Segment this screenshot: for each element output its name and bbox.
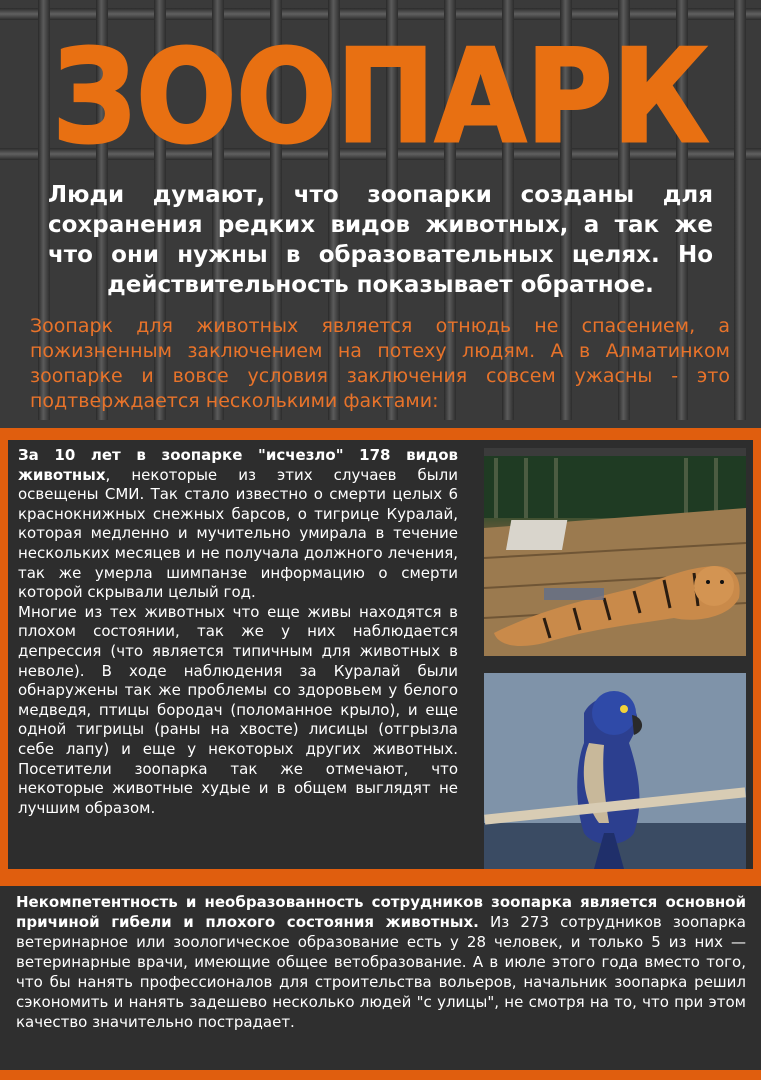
tiger-photo (484, 448, 746, 656)
bottom-accent-strip (0, 1070, 761, 1080)
parrot-photo-image (484, 673, 746, 869)
facts-text-2: Многие из тех животных что еще живы находятся в плохом состоянии, так же у них наблюдается депрессия (что является типичным для животных в неволе). В ходе наблюдения за Куралай были обнаружены так же проблемы со здоровьем у белого медведя, птицы бородач (поломанное крыло), и еще одной тигрицы (раны на хвосте) лисицы (отгрызла себе лапу) и еще у некоторых других животных. Посетители зоопарка так же отмечают, что некоторые животные худые и в общем выглядят не лучшим образом. (18, 602, 458, 817)
lead-paragraph: Люди думают, что зоопарки созданы для сохранения редких видов животных, а так же что они нужны в образовательных целях. Но действительность показывает обратное. (48, 182, 713, 298)
tiger-photo-image (484, 448, 746, 656)
facts-panel-inner (8, 440, 753, 869)
facts-bold-lead: За 10 лет в зоопарке "исчезло" 178 видов животных (18, 446, 458, 484)
page-title: ЗООПАРК (52, 23, 709, 172)
intro-paragraph: Зоопарк для животных является отнюдь не спасением, а пожизненным заключением на потеху людям. А в Алматинком зоопарке и вовсе условия заключения совсем ужасны - это подтверждается несколькими фактами: (30, 315, 730, 412)
staff-section (0, 880, 761, 1080)
parrot-photo (484, 673, 746, 869)
facts-text-1: , некоторые из этих случаев были освещены СМИ. Так стало известно о смерти целых 6 краснокнижных снежных барсов, о тигрице Куралай, которая медленно и мучительно умирала в течение нескольких месяцев и не получала должного лечения, так же умерла шимпанзе информацию о смерти которой скрывали целый год. (18, 465, 458, 602)
facts-panel (0, 428, 761, 880)
staff-text (16, 892, 746, 1032)
staff-text-body: Из 273 сотрудников зоопарка ветеринарное или зоологическое образование есть у 28 человек, и только 5 из них — ветеринарные врачи, имеющие общее ветобразование. А в июле этого года вместо того, что бы нанять профессионалов для строительства вольеров, начальник зоопарка решил сэкономить и нанять задешево несколько людей "с улицы", не смотря на то, что при этом качество значительно пострадает. (16, 913, 746, 1031)
cage-rail (0, 8, 761, 20)
staff-bold-lead: Некомпетентность и необразованность сотрудников зоопарка является основной причиной гибели и плохого состояния животных. (16, 893, 746, 931)
facts-text (18, 446, 458, 818)
